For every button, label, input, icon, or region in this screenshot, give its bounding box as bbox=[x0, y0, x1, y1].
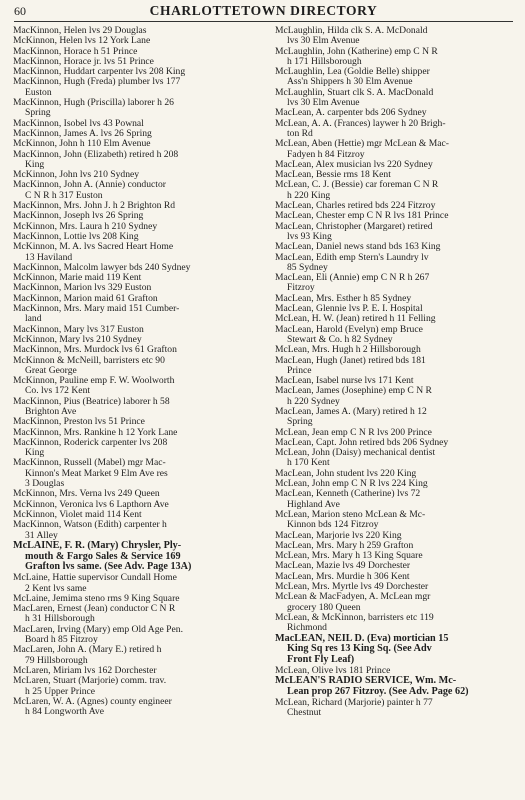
directory-entry: McKinnon, Mrs. Verna lvs 249 Queen bbox=[13, 488, 160, 500]
directory-entry: MacLean, Kenneth (Catherine) lvs 72 Highland Ave bbox=[275, 488, 421, 510]
page-header bbox=[14, 3, 513, 21]
directory-entry: MacLean, Mazie lvs 49 Dorchester bbox=[275, 560, 411, 572]
directory-entry: McLean, John emp C N R lvs 224 King bbox=[275, 478, 428, 490]
directory-entry: MacLean, Bessie rms 18 Kent bbox=[275, 169, 391, 181]
directory-entry: MacKinnon, Hugh (Priscilla) laborer h 26 Spring bbox=[13, 97, 174, 119]
directory-entry: MacLean, Eli (Annie) emp C N R h 267 Fitzroy bbox=[275, 272, 430, 294]
directory-entry: MacLaren, Irving (Mary) emp Old Age Pen. Board h 85 Fitzroy bbox=[13, 623, 183, 646]
directory-entry: McLaine, Jemima steno rms 9 King Square bbox=[13, 592, 180, 604]
directory-entry: MacLaren, John A. (Mary E.) retired h 79 Hillsborough bbox=[13, 644, 162, 666]
directory-entry: McKinnon, Violet maid 114 Kent bbox=[13, 508, 142, 520]
directory-entry: MacLean, Hugh (Janet) retired bds 181 Prince bbox=[275, 354, 426, 376]
directory-entry: McLaren, W. A. (Agnes) county engineer h 84 Longworth Ave bbox=[13, 695, 172, 718]
right-column bbox=[275, 26, 519, 718]
directory-entry: McLaren, Stuart (Marjorie) comm. trav. h 25 Upper Prince bbox=[13, 675, 167, 697]
directory-entry: MacKinnon, Lottie lvs 208 King bbox=[13, 230, 139, 242]
directory-entry: McLean, Mrs. Mary h 13 King Square bbox=[275, 550, 423, 562]
directory-entry: MacKinnon, John A. (Annie) conductor C N R h 317 Euston bbox=[13, 179, 166, 201]
directory-entry: McLean, C. J. (Bessie) car foreman C N R h 220 King bbox=[275, 179, 439, 201]
directory-entry: McLean, Richard (Marjorie) painter h 77 Chestnut bbox=[275, 696, 433, 719]
directory-entry: MacLean, Edith emp Stern's Laundry lv 85 Sydney bbox=[275, 251, 429, 273]
directory-entry: McKinnon, John lvs 210 Sydney bbox=[13, 169, 140, 181]
directory-entry: MacLean, James (Josephine) emp C N R h 220 Sydney bbox=[275, 385, 432, 407]
directory-entry: McLean, Marion steno McLean & Mc- Kinnon bds 124 Fitzroy bbox=[275, 508, 426, 531]
directory-entry: McKinnon & McNeill, barristers etc 90 Great George bbox=[13, 354, 165, 376]
directory-entry: McLean, Mrs. Hugh h 2 Hillsborough bbox=[275, 344, 421, 356]
directory-entry: MacKinnon, Helen lvs 29 Douglas bbox=[13, 25, 147, 36]
directory-entry: McLean, Mrs. Myrtle lvs 49 Dorchester bbox=[275, 581, 429, 593]
directory-entry: MacLean, Mrs. Esther h 85 Sydney bbox=[275, 292, 412, 304]
directory-entry: MacLean, Isabel nurse lvs 171 Kent bbox=[275, 375, 414, 387]
directory-entry: McLean, Jean emp C N R lvs 200 Prince bbox=[275, 426, 432, 438]
page-number: 60 bbox=[14, 4, 26, 18]
directory-entry: McKinnon, Mary lvs 210 Sydney bbox=[13, 333, 142, 345]
directory-entry: McLaughlin, Stuart clk S. A. MacDonald lvs 30 Elm Avenue bbox=[275, 86, 434, 109]
directory-entry: MacKinnon, Roderick carpenter lvs 208 King bbox=[13, 436, 168, 459]
directory-entry: MacKinnon, Pius (Beatrice) laborer h 58 Brighton Ave bbox=[13, 395, 170, 417]
directory-entry: MacLean, Mrs. Mary h 259 Grafton bbox=[275, 539, 414, 551]
directory-entry: McLean, Aben (Hettie) mgr McLean & Mac- Fadyen h 84 Fitzroy bbox=[275, 138, 449, 160]
directory-entry: McKinnon, M. A. lvs Sacred Heart Home 13 Haviland bbox=[13, 241, 174, 263]
directory-entry: MacLean, Christopher (Margaret) retired lvs 93 King bbox=[275, 220, 433, 242]
directory-entry: McLaine, Hattie supervisor Cundall Home 2 Kent lvs same bbox=[13, 572, 177, 594]
directory-entry: MacKinnon, Malcolm lawyer bds 240 Sydney bbox=[13, 261, 191, 273]
directory-entry: MacLean, Daniel news stand bds 163 King bbox=[275, 241, 441, 253]
directory-entry: MacLean, Mrs. Murdie h 306 Kent bbox=[275, 570, 410, 582]
header-rule bbox=[14, 21, 513, 22]
directory-entry: McLaughlin, Hilda clk S. A. McDonald lvs 30 Elm Avenue bbox=[275, 25, 428, 47]
directory-entry: McLAINE, F. R. (Mary) Chrysler, Ply- mouth & Fargo Sales & Service 169 Grafton lvs same. (See Adv. Page 13A) bbox=[13, 539, 192, 573]
directory-entry: MacLean, Glennie lvs P. E. I. Hospital bbox=[275, 303, 423, 315]
directory-entry: MacKinnon, Mrs. Mary maid 151 Cumber- land bbox=[13, 303, 180, 325]
directory-entry: MacLean, Chester emp C N R lvs 181 Prince bbox=[275, 210, 449, 222]
directory-entry: McKinnon, Marie maid 119 Kent bbox=[13, 272, 142, 284]
directory-entry: MacKinnon, Isobel lvs 43 Pownal bbox=[13, 117, 144, 129]
page-title: CHARLOTTETOWN DIRECTORY bbox=[149, 3, 378, 18]
directory-entry: MacLaren, Ernest (Jean) conductor C N R h 31 Hillsborough bbox=[13, 603, 176, 625]
directory-entry: MacLean, Marjorie lvs 220 King bbox=[275, 529, 402, 541]
directory-entry: MacLean, Alex musician lvs 220 Sydney bbox=[275, 158, 433, 170]
directory-entry: MacKinnon, John (Elizabeth) retired h 208 King bbox=[13, 148, 179, 170]
directory-entry: MacKinnon, Joseph lvs 26 Spring bbox=[13, 210, 144, 222]
directory-entry: MacKinnon, Preston lvs 51 Prince bbox=[13, 416, 145, 428]
directory-entry: McKinnon, Veronica lvs 6 Lapthorn Ave bbox=[13, 498, 169, 510]
directory-entry: MacLean, Harold (Evelyn) emp Bruce Stewart & Co. h 82 Sydney bbox=[275, 323, 423, 345]
directory-entry: MacKinnon, Huddart carpenter lvs 208 King bbox=[13, 66, 186, 78]
directory-entry: MacKinnon, Horace jr. lvs 51 Prince bbox=[13, 55, 154, 67]
directory-entry: McKinnon, Helen lvs 12 York Lane bbox=[13, 35, 151, 47]
directory-entry: MacKinnon, Watson (Edith) carpenter h 31 Alley bbox=[13, 519, 167, 541]
directory-entry: MacLean, A. carpenter bds 206 Sydney bbox=[275, 107, 427, 119]
directory-entry: McLaughlin, John (Katherine) emp C N R h 171 Hillsborough bbox=[275, 45, 438, 67]
directory-entry: MacKinnon, Marion lvs 329 Euston bbox=[13, 282, 152, 294]
directory-entry: McKinnon, Pauline emp F. W. Woolworth Co. lvs 172 Kent bbox=[13, 375, 175, 397]
directory-entry: MacKinnon, Mrs. John J. h 2 Brighton Rd bbox=[13, 200, 176, 212]
directory-entry: McLean & MacFadyen, A. McLean mgr grocery 180 Queen bbox=[275, 591, 431, 613]
directory-entry: MacKinnon, Horace h 51 Prince bbox=[13, 45, 138, 57]
directory-entry: MacLean, James A. (Mary) retired h 12 Spring bbox=[275, 405, 427, 428]
directory-entry: McKinnon, Mrs. Laura h 210 Sydney bbox=[13, 220, 158, 232]
directory-entry: McLean, Olive lvs 181 Prince bbox=[275, 664, 391, 676]
directory-entry: MacLean, Charles retired bds 224 Fitzroy bbox=[275, 200, 436, 212]
directory-entry: MacKinnon, Hugh (Freda) plumber lvs 177 Euston bbox=[13, 76, 181, 98]
directory-entry: McLean, & McKinnon, barristers etc 119 Richmond bbox=[275, 611, 434, 634]
directory-entry: MacKinnon, James A. lvs 26 Spring bbox=[13, 127, 152, 139]
directory-entry: McLean, John (Daisy) mechanical dentist h 170 Kent bbox=[275, 447, 436, 469]
directory-entry: MacLean, Capt. John retired bds 206 Sydney bbox=[275, 436, 449, 448]
directory-entry: McLean, A. A. (Frances) laywer h 20 Brigh- ton Rd bbox=[275, 117, 446, 139]
left-column bbox=[13, 26, 264, 717]
directory-entry: MacKinnon, Russell (Mabel) mgr Mac- Kinnon's Meat Market 9 Elm Ave res 3 Douglas bbox=[13, 457, 168, 490]
directory-entry: MacLean, John student lvs 220 King bbox=[275, 467, 417, 479]
directory-entry: McLean, H. W. (Jean) retired h 11 Felling bbox=[275, 313, 436, 325]
directory-entry: McLaughlin, Lea (Goldie Belle) shipper Ass'n Shippers h 30 Elm Avenue bbox=[275, 66, 430, 88]
directory-entry: MacKinnon, Marion maid 61 Grafton bbox=[13, 292, 158, 304]
directory-entry: McKinnon, John h 110 Elm Avenue bbox=[13, 138, 151, 150]
directory-entry: MacKinnon, Mary lvs 317 Euston bbox=[13, 323, 144, 335]
directory-entry: McLEAN'S RADIO SERVICE, Wm. Mc- Lean prop 267 Fitzroy. (See Adv. Page 62) bbox=[275, 675, 469, 697]
directory-entry: McLaren, Miriam lvs 162 Dorchester bbox=[13, 664, 157, 676]
directory-entry: MacLEAN, NEIL D. (Eva) mortician 15 King Sq res 13 King Sq. (See Adv Front Fly Leaf) bbox=[275, 632, 449, 666]
directory-entry: MacKinnon, Mrs. Murdock lvs 61 Grafton bbox=[13, 344, 177, 356]
directory-entry: MacKinnon, Mrs. Rankine h 12 York Lane bbox=[13, 426, 178, 438]
